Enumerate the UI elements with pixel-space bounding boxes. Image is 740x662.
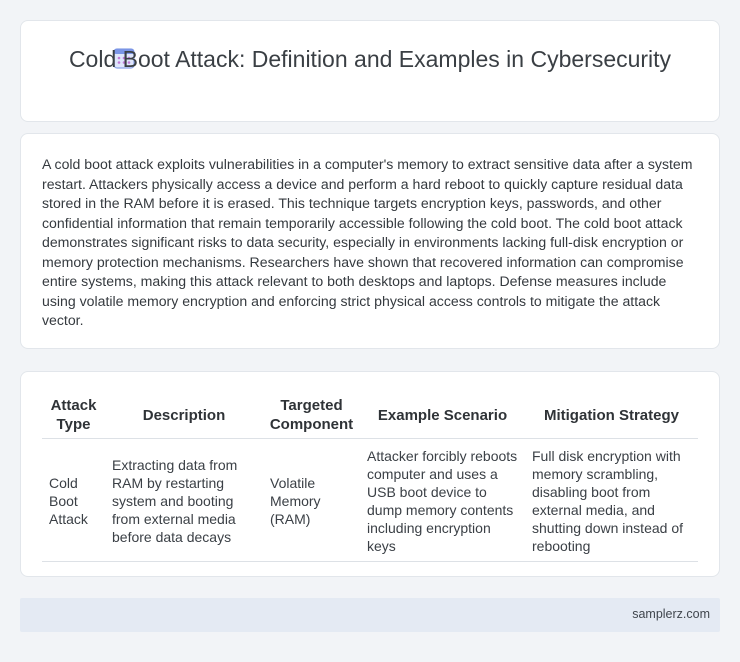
cell-example-scenario: Attacker forcibly reboots computer and uses a USB boot device to dump memory contents including encryption keys — [360, 439, 525, 562]
header-card — [20, 20, 720, 122]
column-header-attack-type: Attack Type — [42, 390, 105, 439]
intro-card — [20, 133, 720, 349]
cell-targeted-component: Volatile Memory (RAM) — [263, 439, 360, 562]
column-header-targeted-component: Targeted Component — [263, 390, 360, 439]
cell-attack-type: Cold Boot Attack — [42, 439, 105, 562]
column-header-mitigation-strategy: Mitigation Strategy — [525, 390, 698, 439]
table-card — [20, 371, 720, 577]
footer-site-link[interactable]: samplerz.com — [632, 607, 710, 621]
table-header-row — [42, 390, 698, 439]
column-header-description: Description — [105, 390, 263, 439]
page-title: Cold Boot Attack: Definition and Examples in Cybersecurity — [68, 46, 672, 72]
intro-paragraph: A cold boot attack exploits vulnerabilities in a computer's memory to extract sensitive data after a system restart. Attackers physically access a device and perform a hard reboot to quickly capture residual data stored in the RAM before it is erased. This technique targets encryption keys, passwords, and other confidential information that remain temporarily accessible following the cold boot. The cold boot attack demonstrates significant risks to data security, especially in environments lacking full-disk encryption or memory protection mechanisms. Researchers have shown that recovered information can compromise entire systems, making this attack relevant to both desktops and laptops. Defense measures include using volatile memory encryption and enforcing strict physical access controls to mitigate the attack vector. — [42, 156, 693, 328]
attack-table — [42, 390, 698, 562]
table-row — [42, 439, 698, 562]
footer-bar — [20, 598, 720, 632]
column-header-example-scenario: Example Scenario — [360, 390, 525, 439]
cell-mitigation-strategy: Full disk encryption with memory scrambling, disabling boot from external media, and shutting down instead of rebooting — [525, 439, 698, 562]
cell-description: Extracting data from RAM by restarting system and booting from external media before data decays — [105, 439, 263, 562]
